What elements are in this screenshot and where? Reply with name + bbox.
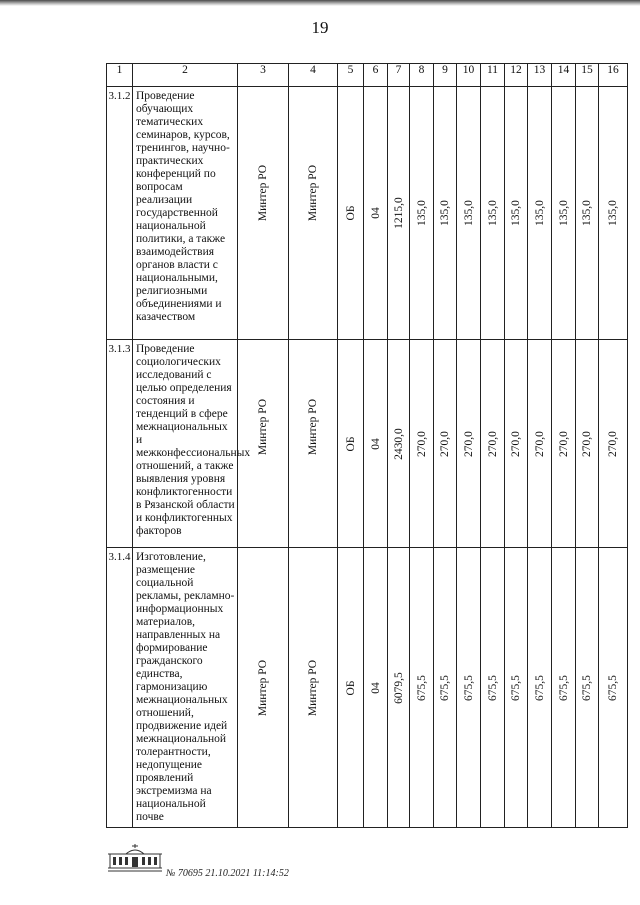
year-cell	[481, 340, 505, 548]
year-amount: 675,5	[486, 674, 499, 701]
total-cell	[388, 548, 410, 828]
year-amount: 675,5	[462, 674, 475, 701]
header-cell: 13	[528, 64, 552, 87]
year-amount: 675,5	[607, 674, 619, 701]
coexecutor: Минтер РО	[307, 398, 319, 456]
row-number: 3.1.3	[107, 340, 133, 548]
header-cell: 6	[364, 64, 388, 87]
code-cell	[364, 548, 388, 828]
year-amount: 675,5	[439, 674, 451, 701]
source-cell	[338, 87, 364, 340]
coexecutor-cell	[289, 87, 338, 340]
header-cell: 11	[481, 64, 505, 87]
year-amount: 135,0	[486, 200, 499, 226]
year-cell	[434, 340, 457, 548]
building-emblem-icon	[106, 842, 164, 876]
year-cell	[599, 340, 628, 548]
header-cell: 2	[133, 64, 238, 87]
coexecutor: Минтер РО	[307, 659, 319, 716]
year-cell	[481, 548, 505, 828]
year-cell	[576, 87, 599, 340]
year-amount: 135,0	[439, 200, 451, 226]
total-amount: 1215,0	[392, 197, 405, 229]
code-cell	[364, 340, 388, 548]
year-amount: 270,0	[462, 430, 475, 457]
year-cell	[457, 548, 481, 828]
year-cell	[599, 548, 628, 828]
coexecutor-cell	[289, 548, 338, 828]
year-cell	[599, 87, 628, 340]
budget-code: 04	[369, 437, 382, 450]
year-amount: 675,5	[415, 674, 428, 701]
table-row	[107, 340, 628, 548]
year-cell	[410, 548, 434, 828]
funding-source: ОБ	[344, 205, 357, 221]
header-row	[107, 64, 628, 87]
year-cell	[576, 340, 599, 548]
coexecutor-cell	[289, 340, 338, 548]
year-cell	[457, 87, 481, 340]
table-row	[107, 87, 628, 340]
year-amount: 270,0	[439, 430, 451, 457]
year-cell	[528, 87, 552, 340]
header-cell: 3	[238, 64, 289, 87]
header-cell: 7	[388, 64, 410, 87]
year-amount: 135,0	[557, 200, 570, 226]
year-cell	[434, 548, 457, 828]
header-cell: 9	[434, 64, 457, 87]
measure-name: Проведение обучающих тематических семинаров, курсов, тренингов, научно-практических конференций по вопросам реализации государственной национальной политики, а также взаимодействия органов власти с национальными, религиозными объединениями и казачеством	[133, 87, 238, 340]
year-cell	[505, 548, 528, 828]
total-cell	[388, 87, 410, 340]
year-amount: 270,0	[581, 430, 593, 457]
year-cell	[552, 340, 576, 548]
registration-footer	[106, 842, 406, 882]
total-cell	[388, 340, 410, 548]
year-amount: 270,0	[510, 430, 522, 457]
budget-code: 04	[369, 681, 382, 694]
year-amount: 675,5	[557, 674, 570, 701]
year-cell	[434, 87, 457, 340]
year-cell	[410, 340, 434, 548]
year-cell	[552, 87, 576, 340]
executor-cell	[238, 87, 289, 340]
year-amount: 270,0	[415, 430, 428, 457]
year-amount: 270,0	[557, 430, 570, 457]
executor: Минтер РО	[257, 398, 269, 456]
program-table	[106, 63, 628, 828]
funding-source: ОБ	[344, 680, 357, 695]
year-amount: 270,0	[607, 430, 619, 457]
executor-cell	[238, 548, 289, 828]
header-cell: 5	[338, 64, 364, 87]
year-amount: 270,0	[486, 430, 499, 457]
header-cell: 16	[599, 64, 628, 87]
year-amount: 135,0	[510, 200, 522, 226]
year-cell	[552, 548, 576, 828]
year-cell	[528, 340, 552, 548]
scan-edge	[0, 0, 640, 6]
coexecutor: Минтер РО	[307, 164, 319, 221]
year-cell	[505, 87, 528, 340]
row-number: 3.1.2	[107, 87, 133, 340]
year-cell	[528, 548, 552, 828]
year-amount: 270,0	[533, 430, 546, 457]
year-amount: 135,0	[533, 200, 546, 226]
registration-stamp-text: № 70695 21.10.2021 11:14:52	[166, 868, 289, 879]
header-cell: 10	[457, 64, 481, 87]
source-cell	[338, 340, 364, 548]
year-amount: 675,5	[510, 674, 522, 701]
header-cell: 8	[410, 64, 434, 87]
executor-cell	[238, 340, 289, 548]
row-number: 3.1.4	[107, 548, 133, 828]
header-cell: 15	[576, 64, 599, 87]
year-cell	[457, 340, 481, 548]
source-cell	[338, 548, 364, 828]
executor: Минтер РО	[257, 659, 269, 716]
header-cell: 14	[552, 64, 576, 87]
total-amount: 2430,0	[392, 427, 405, 460]
funding-source: ОБ	[344, 436, 357, 451]
code-cell	[364, 87, 388, 340]
header-cell: 1	[107, 64, 133, 87]
header-cell: 4	[289, 64, 338, 87]
year-amount: 135,0	[462, 200, 475, 226]
year-cell	[410, 87, 434, 340]
page-number: 19	[311, 18, 329, 37]
total-amount: 6079,5	[392, 671, 405, 704]
measure-name: Изготовление, размещение социальной рекламы, рекламно-информационных материалов, направленных на формирование гражданского единства, гармонизацию межнациональных отношений, продвижение идей межнациональной толерантности, недопущение проявлений экстремизма на национальной почве	[133, 548, 238, 828]
budget-code: 04	[369, 207, 382, 219]
year-cell	[576, 548, 599, 828]
header-cell: 12	[505, 64, 528, 87]
year-cell	[481, 87, 505, 340]
year-amount: 135,0	[607, 200, 619, 226]
year-amount: 135,0	[581, 200, 593, 226]
year-cell	[505, 340, 528, 548]
year-amount: 675,5	[533, 674, 546, 701]
year-amount: 135,0	[415, 200, 428, 226]
executor: Минтер РО	[257, 164, 269, 221]
year-amount: 675,5	[581, 674, 593, 701]
table-row	[107, 548, 628, 828]
measure-name: Проведение социологических исследований с целью определения состояния и тенденций в сфере межнациональных и межконфессиональных отношений, а также выявления уровня конфликтогенности в Рязанской области и конфликтогенных факторов	[133, 340, 238, 548]
